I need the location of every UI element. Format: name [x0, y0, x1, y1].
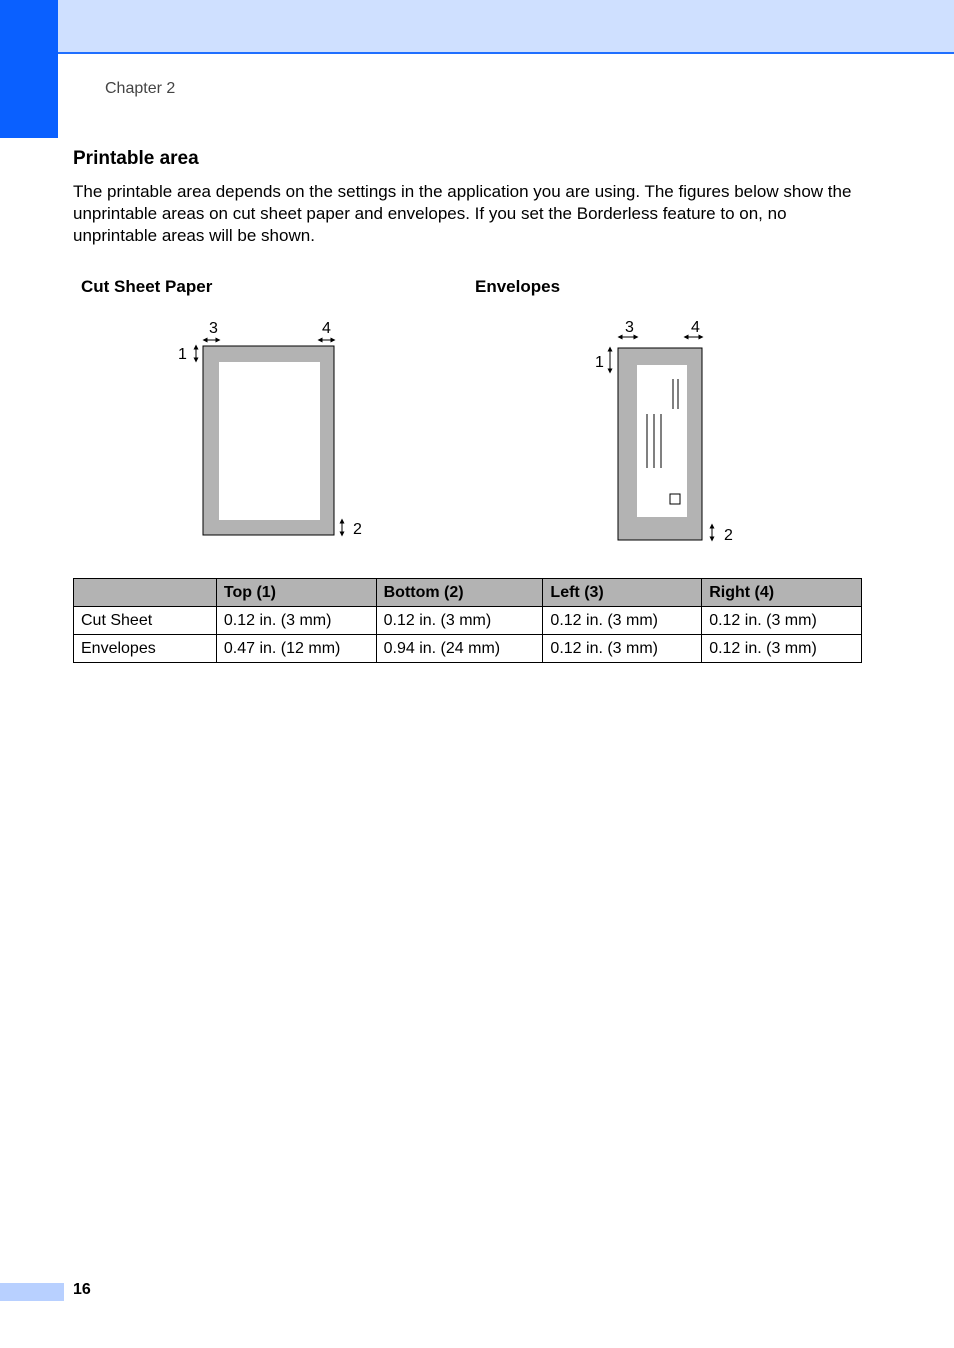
table-cell: 0.12 in. (3 mm): [543, 635, 702, 663]
table-cell: 0.12 in. (3 mm): [376, 607, 543, 635]
table-cell: Envelopes: [74, 635, 217, 663]
table-cell: 0.94 in. (24 mm): [376, 635, 543, 663]
env-mark-3: 3: [625, 319, 634, 336]
cut-sheet-figure: [178, 320, 362, 538]
header-cell: [74, 579, 217, 607]
header-cell: Top (1): [216, 579, 376, 607]
section-body: The printable area depends on the settings in the application you are using. The figures below show the unprintable areas on cut sheet paper and envelopes. If you set the Borderless feature to on, no unprintable areas will be shown.: [73, 182, 852, 245]
envelopes-label: Envelopes: [475, 277, 561, 296]
margins-table: [73, 578, 862, 663]
envelope-box: [670, 494, 680, 504]
table-cell: 0.12 in. (3 mm): [702, 607, 862, 635]
header-cell: Right (4): [702, 579, 862, 607]
section-title: Printable area: [73, 148, 199, 169]
envelope-figure: [595, 319, 733, 544]
chapter-label: Chapter 2: [105, 80, 176, 97]
header-cell: Left (3): [543, 579, 702, 607]
table-cell: 0.47 in. (12 mm): [216, 635, 376, 663]
table-cell: 0.12 in. (3 mm): [702, 635, 862, 663]
cut-mark-3: 3: [209, 320, 218, 337]
env-mark-4: 4: [691, 319, 700, 336]
env-mark-2: 2: [724, 527, 733, 544]
table-row: [74, 607, 862, 635]
page-number-tab: [0, 1283, 64, 1301]
cut-sheet-label: Cut Sheet Paper: [81, 277, 213, 296]
cut-mark-2: 2: [353, 521, 362, 538]
table-row: [74, 635, 862, 663]
cut-sheet-printable-area: [219, 362, 320, 520]
cut-mark-4: 4: [322, 320, 331, 337]
printable-area-figures: [0, 0, 954, 560]
table-header-row: [74, 579, 862, 607]
env-mark-1: 1: [595, 354, 604, 371]
table-cell: 0.12 in. (3 mm): [543, 607, 702, 635]
page-number: 16: [73, 1281, 91, 1298]
header-cell: Bottom (2): [376, 579, 543, 607]
table-cell: Cut Sheet: [74, 607, 217, 635]
table-cell: 0.12 in. (3 mm): [216, 607, 376, 635]
cut-mark-1: 1: [178, 346, 187, 363]
